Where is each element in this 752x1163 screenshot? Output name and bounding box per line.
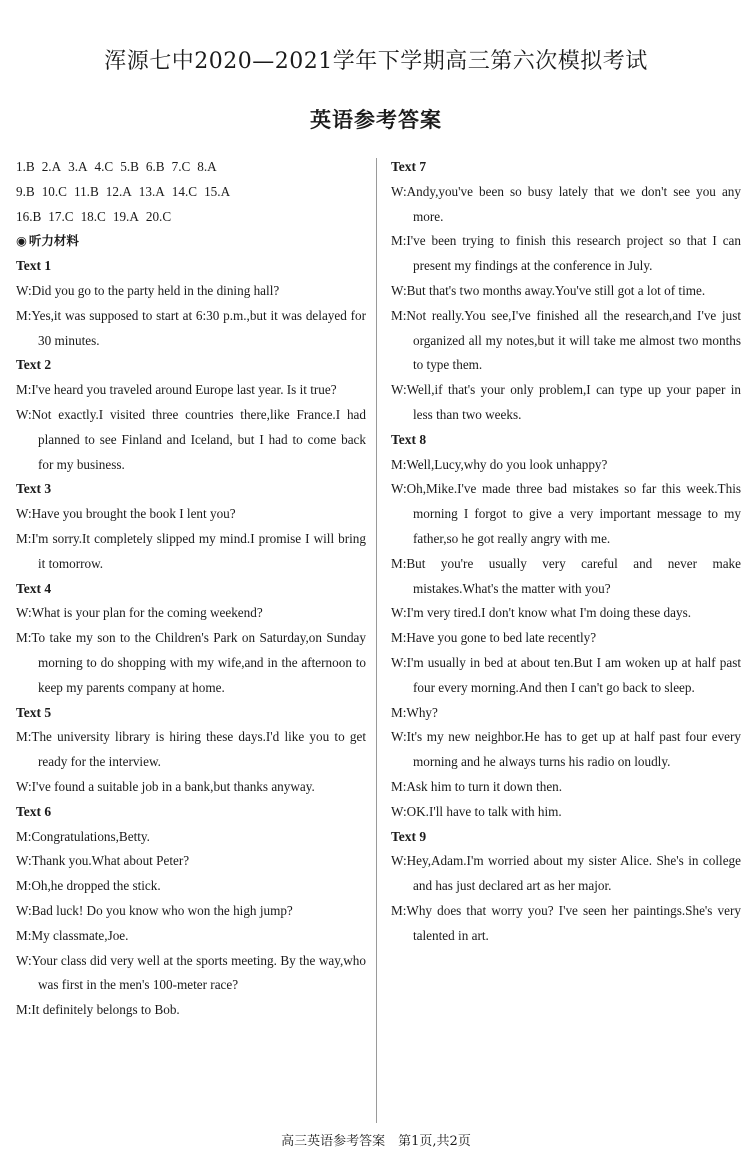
- answer-row: [16, 205, 366, 230]
- answer-item: 13.A: [138, 183, 165, 199]
- dialogue-line: W:Not exactly.I visited three countries there,like France.I had planned to see Finland and Iceland, but I had to come back for my business.: [16, 406, 366, 472]
- listening-heading: [16, 229, 366, 254]
- right-column: [391, 155, 741, 949]
- answer-item: 7.C: [171, 159, 191, 174]
- dialogue-line: M:Not really.You see,I've finished all the research,and I've just organized all my notes,but it will take me almost two months to type them.: [391, 307, 741, 373]
- listening-heading-label: 听力材料: [28, 233, 79, 249]
- dialogue-line: M:I've heard you traveled around Europe last year. Is it true?: [16, 382, 337, 398]
- answer-item: 20.C: [145, 208, 172, 224]
- answer-item: 14.C: [171, 183, 198, 199]
- answer-item: 19.A: [112, 208, 139, 224]
- dialogue-line: M:Why?: [391, 704, 438, 720]
- dialogue-line: M:It definitely belongs to Bob.: [16, 1002, 180, 1018]
- left-transcripts: [16, 254, 366, 1023]
- text-title: Text 4: [16, 580, 52, 596]
- dialogue-line: M:Have you gone to bed late recently?: [391, 630, 597, 646]
- dialogue-line: W:I've found a suitable job in a bank,but thanks anyway.: [16, 778, 315, 794]
- answer-item: 15.A: [204, 183, 231, 199]
- answer-row: [16, 180, 366, 205]
- dialogue-line: M:To take my son to the Children's Park on Saturday,on Sunday morning to do shopping with my wife,and in the afternoon to keep my parents company at home.: [16, 630, 366, 695]
- answer-item: 11.B: [73, 183, 99, 199]
- dialogue-line: W:Did you go to the party held in the dining hall?: [16, 282, 280, 298]
- answer-item: 4.C: [94, 159, 114, 174]
- page-title: 浑源七中2020—2021学年下学期高三第六次模拟考试: [104, 49, 648, 74]
- dialogue-line: W:It's my new neighbor.He has to get up at half past four every morning and he always turns his radio on loudly.: [391, 729, 741, 770]
- answer-item: 10.C: [41, 183, 67, 199]
- answer-key: [16, 155, 366, 229]
- dialogue-line: W:Hey,Adam.I'm worried about my sister Alice. She's in college and has just declared art as her major.: [391, 853, 741, 894]
- text-title: Text 1: [16, 258, 52, 274]
- dialogue-line: M:I've been trying to finish this research project so that I can present my findings at the conference in July.: [391, 233, 741, 274]
- dialogue-line: M:But you're usually very careful and never make mistakes.What's the matter with you?: [391, 555, 741, 596]
- text-title: Text 7: [391, 159, 427, 174]
- dialogue-line: M:Yes,it was supposed to start at 6:30 p.m.,but it was delayed for 30 minutes.: [16, 307, 366, 348]
- dialogue-line: W:Andy,you've been so busy lately that we don't see you any more.: [391, 183, 741, 224]
- dialogue-line: W:Bad luck! Do you know who won the high jump?: [16, 902, 293, 918]
- dialogue-line: M:Ask him to turn it down then.: [391, 778, 563, 794]
- answer-item: 9.B: [16, 183, 35, 199]
- answer-row: [16, 155, 366, 180]
- text-title: Text 9: [391, 828, 427, 844]
- dialogue-line: M:Well,Lucy,why do you look unhappy?: [391, 456, 608, 472]
- bullet-icon: ◉: [16, 233, 27, 249]
- dialogue-line: M:Congratulations,Betty.: [16, 828, 150, 844]
- dialogue-line: W:Your class did very well at the sports meeting. By the way,who was first in the men's 100-meter race?: [16, 952, 366, 993]
- dialogue-line: M:Oh,he dropped the stick.: [16, 878, 161, 894]
- left-column: [16, 155, 366, 1023]
- text-title: Text 5: [16, 704, 52, 720]
- page-footer: 高三英语参考答案 第1页,共2页: [281, 1134, 471, 1149]
- text-title: Text 3: [16, 481, 52, 497]
- answer-item: 5.B: [120, 159, 139, 174]
- column-divider: [376, 158, 377, 1123]
- answer-item: 3.A: [68, 159, 88, 174]
- dialogue-line: M:My classmate,Joe.: [16, 927, 129, 943]
- dialogue-line: W:Thank you.What about Peter?: [16, 853, 190, 869]
- text-title: Text 2: [16, 357, 52, 373]
- dialogue-line: W:But that's two months away.You've still got a lot of time.: [391, 282, 706, 298]
- answer-item: 12.A: [105, 183, 132, 199]
- dialogue-line: M:The university library is hiring these days.I'd like you to get ready for the interview.: [16, 729, 366, 770]
- right-transcripts: [391, 155, 741, 949]
- dialogue-line: W:What is your plan for the coming weekend?: [16, 605, 263, 621]
- dialogue-line: W:I'm very tired.I don't know what I'm doing these days.: [391, 605, 691, 621]
- answer-item: 18.C: [80, 208, 106, 224]
- text-title: Text 8: [391, 431, 427, 447]
- dialogue-line: W:OK.I'll have to talk with him.: [391, 803, 562, 819]
- page-subtitle: 英语参考答案: [310, 108, 442, 132]
- answer-item: 2.A: [41, 159, 62, 174]
- dialogue-line: W:I'm usually in bed at about ten.But I am woken up at half past four every morning.And then I can't go back to sleep.: [391, 654, 741, 695]
- answer-item: 17.C: [48, 208, 74, 224]
- answer-item: 16.B: [16, 208, 42, 224]
- answer-item: 1.B: [16, 159, 35, 174]
- text-title: Text 6: [16, 803, 52, 819]
- answer-item: 8.A: [197, 159, 217, 174]
- dialogue-line: M:I'm sorry.It completely slipped my mind.I promise I will bring it tomorrow.: [16, 530, 366, 571]
- answer-item: 6.B: [145, 159, 165, 174]
- dialogue-line: M:Why does that worry you? I've seen her paintings.She's very talented in art.: [391, 902, 741, 943]
- dialogue-line: W:Have you brought the book I lent you?: [16, 506, 236, 522]
- dialogue-line: W:Oh,Mike.I've made three bad mistakes so far this week.This morning I forgot to give a very important message to my father,so he got really angry with me.: [391, 481, 741, 546]
- dialogue-line: W:Well,if that's your only problem,I can type up your paper in less than two weeks.: [391, 382, 741, 422]
